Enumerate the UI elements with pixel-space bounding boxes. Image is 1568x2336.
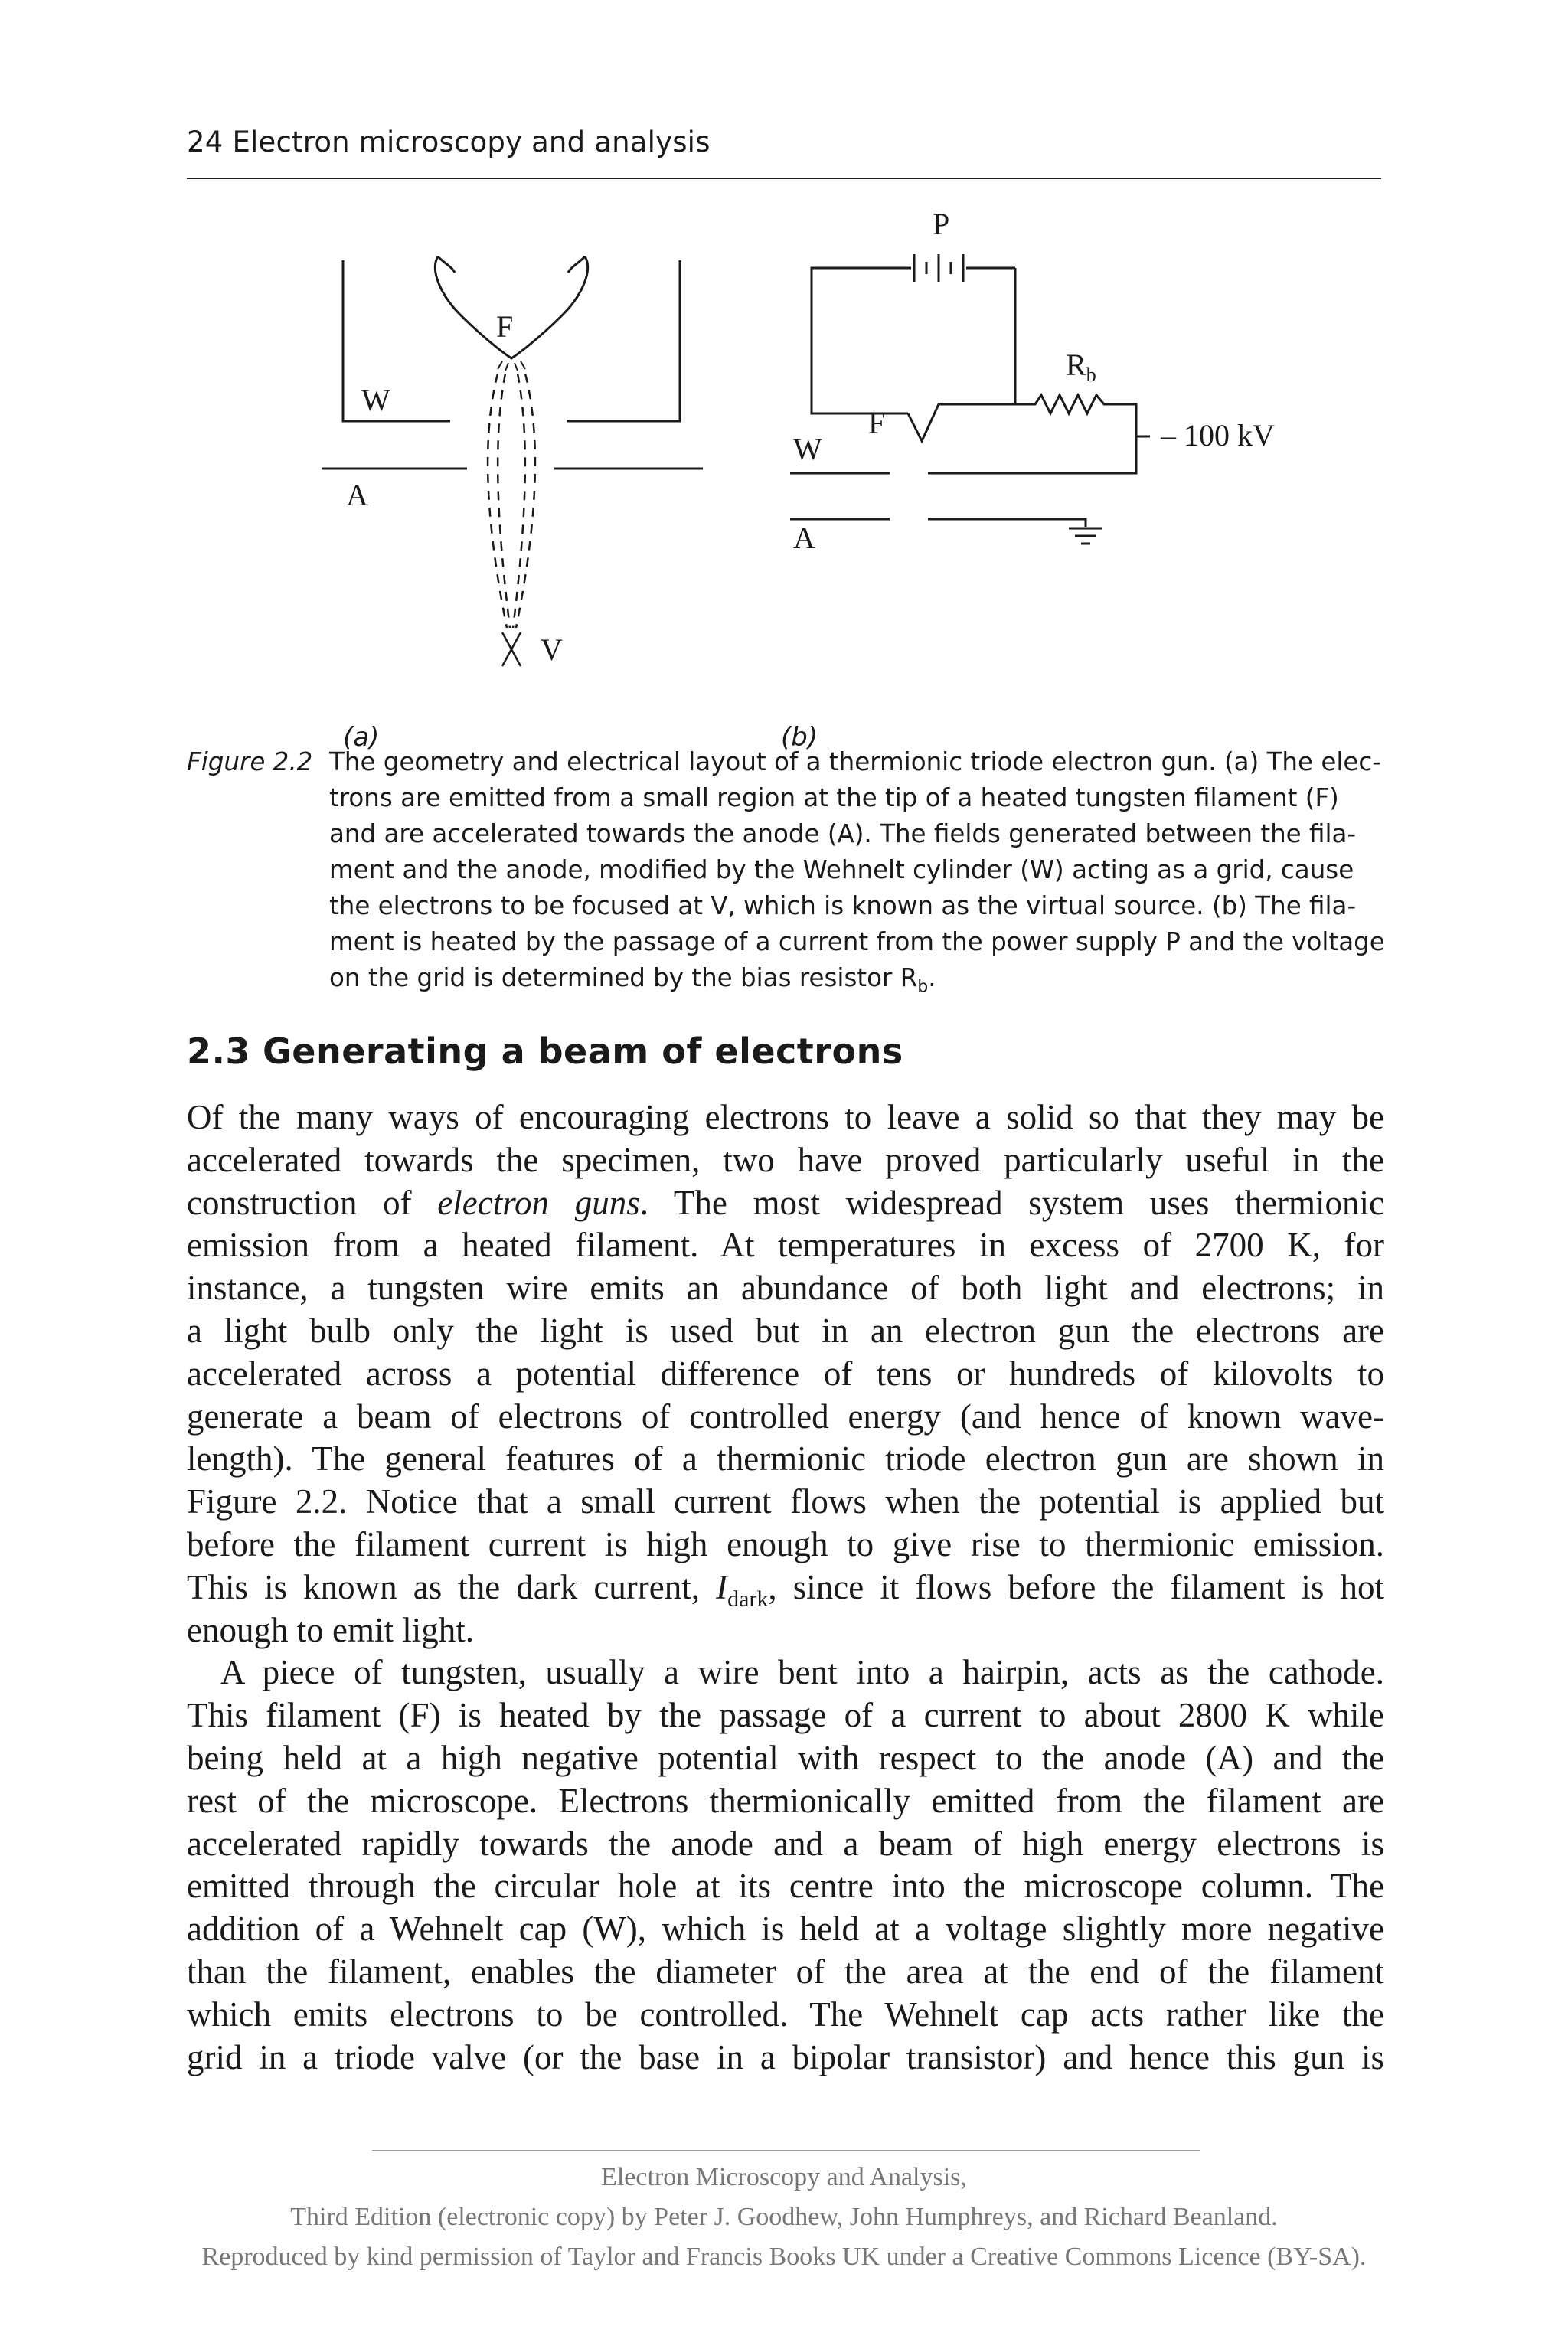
caption-label: Figure 2.2 (187, 747, 313, 776)
label-b-F: F (868, 406, 886, 440)
body-line: accelerated rapidly towards the anode and a beam of high energy electrons is (187, 1824, 1384, 1863)
body-line: enough to emit light. (187, 1610, 474, 1649)
caption-period: . (928, 963, 936, 992)
label-b-voltage: – 100 kV (1161, 418, 1275, 452)
body-line: a light bulb only the light is used but in an electron gun the electrons are (187, 1311, 1384, 1350)
caption-tag-b: (b) (781, 722, 818, 750)
label-a-V: V (541, 632, 563, 667)
body-line: instance, a tungsten wire emits an abundance of both light and electrons; in (187, 1269, 1384, 1308)
body-emphasis: electron guns (437, 1183, 640, 1222)
figure-caption (187, 744, 1396, 1005)
body-subscript: dark (727, 1586, 769, 1612)
body-text-run: This is known as the dark current, (187, 1567, 717, 1606)
body-line: emitted through the circular hole at its centre into the microscope column. The (187, 1867, 1384, 1906)
wehnelt-cylinder-left (343, 260, 450, 421)
body-line: grid in a triode valve (or the base in a bipolar transistor) and hence this gun is (187, 2037, 1384, 2076)
label-a-A: A (346, 478, 368, 512)
label-b-W: W (793, 432, 822, 466)
label-a-F: F (496, 309, 514, 344)
caption-subscript: b (917, 977, 929, 997)
body-text (187, 1096, 1384, 2079)
caption-line: ment is heated by the passage of a current from the power supply P and the voltage (329, 927, 1385, 956)
body-math-I: I (716, 1567, 728, 1606)
virtual-source-crossover (502, 632, 521, 666)
caption-line: trons are emitted from a small region at the tip of a heated tungsten filament (F) (329, 783, 1339, 812)
label-b-P: P (933, 207, 950, 241)
label-a-W: W (361, 383, 390, 417)
caption-line: and are accelerated towards the anode (A). The fields generated between the fila- (329, 819, 1357, 848)
running-head: 24 Electron microscopy and analysis (187, 126, 710, 158)
body-line: than the filament, enables the diameter of the area at the end of the filament (187, 1952, 1384, 1991)
body-text-run: construction of (187, 1183, 438, 1222)
caption-text: on the grid is determined by the bias resistor R (329, 963, 918, 992)
body-line: emission from a heated filament. At temperatures in excess of 2700 K, for (187, 1226, 1384, 1265)
label-b-R-sub: b (1086, 364, 1096, 386)
label-b-R-main: R (1066, 348, 1086, 382)
body-line: Of the many ways of encouraging electrons to leave a solid so that they may be (187, 1098, 1384, 1136)
body-line: length). The general features of a thermionic triode electron gun are shown in (187, 1439, 1384, 1478)
header-rule (187, 178, 1381, 179)
body-line: Figure 2.2. Notice that a small current flows when the potential is applied but (187, 1482, 1384, 1521)
body-line (187, 1567, 1384, 1612)
body-line: A piece of tungsten, usually a wire bent into a hairpin, acts as the cathode. (220, 1653, 1384, 1692)
body-line: generate a beam of electrons of controlled energy (and hence of known wave- (187, 1397, 1384, 1436)
footer-line-2: Third Edition (electronic copy) by Peter J. Goodhew, John Humphreys, and Richard Beanland. (290, 2203, 1278, 2231)
section-title: Generating a beam of electrons (263, 1031, 903, 1072)
body-line (187, 1182, 1384, 1225)
label-b-R (1066, 348, 1096, 386)
supply-wire-left (812, 268, 911, 413)
footer-line-1: Electron Microscopy and Analysis, (601, 2163, 967, 2191)
body-line: addition of a Wehnelt cap (W), which is held at a voltage slightly more negative (187, 1910, 1384, 1949)
caption-line-last (329, 960, 1396, 1005)
body-line: before the filament current is high enough to give rise to thermionic emission. (187, 1524, 1384, 1563)
electron-beam-envelope (488, 374, 535, 628)
filament-symbol (908, 404, 1015, 441)
bias-resistor (928, 395, 1136, 473)
body-text-run: , since it flows before the filament is hot (768, 1567, 1384, 1606)
section-number: 2.3 (187, 1031, 250, 1072)
caption-line: ment and the anode, modified by the Wehnelt cylinder (W) acting as a grid, cause (329, 855, 1354, 884)
footer-rule (372, 2150, 1200, 2151)
label-b-A: A (793, 521, 815, 555)
body-line: accelerated towards the specimen, two have proved particularly useful in the (187, 1140, 1384, 1179)
body-line: accelerated across a potential difference of tens or hundreds of kilovolts to (187, 1354, 1384, 1393)
body-line: This filament (F) is heated by the passage of a current to about 2800 K while (187, 1696, 1384, 1735)
figure-2-2 (0, 199, 1568, 750)
body-line: being held at a high negative potential with respect to the anode (A) and the (187, 1738, 1384, 1777)
body-line: rest of the microscope. Electrons thermionically emitted from the filament are (187, 1781, 1384, 1820)
electron-gun-diagram (0, 199, 1568, 750)
ground-wire (1076, 519, 1086, 527)
caption-line: The geometry and electrical layout of a thermionic triode electron gun. (a) The elec- (329, 747, 1381, 776)
section-heading (187, 1031, 903, 1072)
footer (0, 2158, 1568, 2277)
body-line: which emits electrons to be controlled. The Wehnelt cap acts rather like the (187, 1995, 1384, 2034)
caption-line: the electrons to be focused at V, which is known as the virtual source. (b) The fila- (329, 891, 1357, 920)
footer-line-3: Reproduced by kind permission of Taylor and Francis Books UK under a Creative Commons Licence (BY-SA). (201, 2243, 1367, 2271)
caption-tag-a: (a) (343, 722, 380, 750)
body-text-run: . The most widespread system uses thermionic (639, 1183, 1385, 1222)
